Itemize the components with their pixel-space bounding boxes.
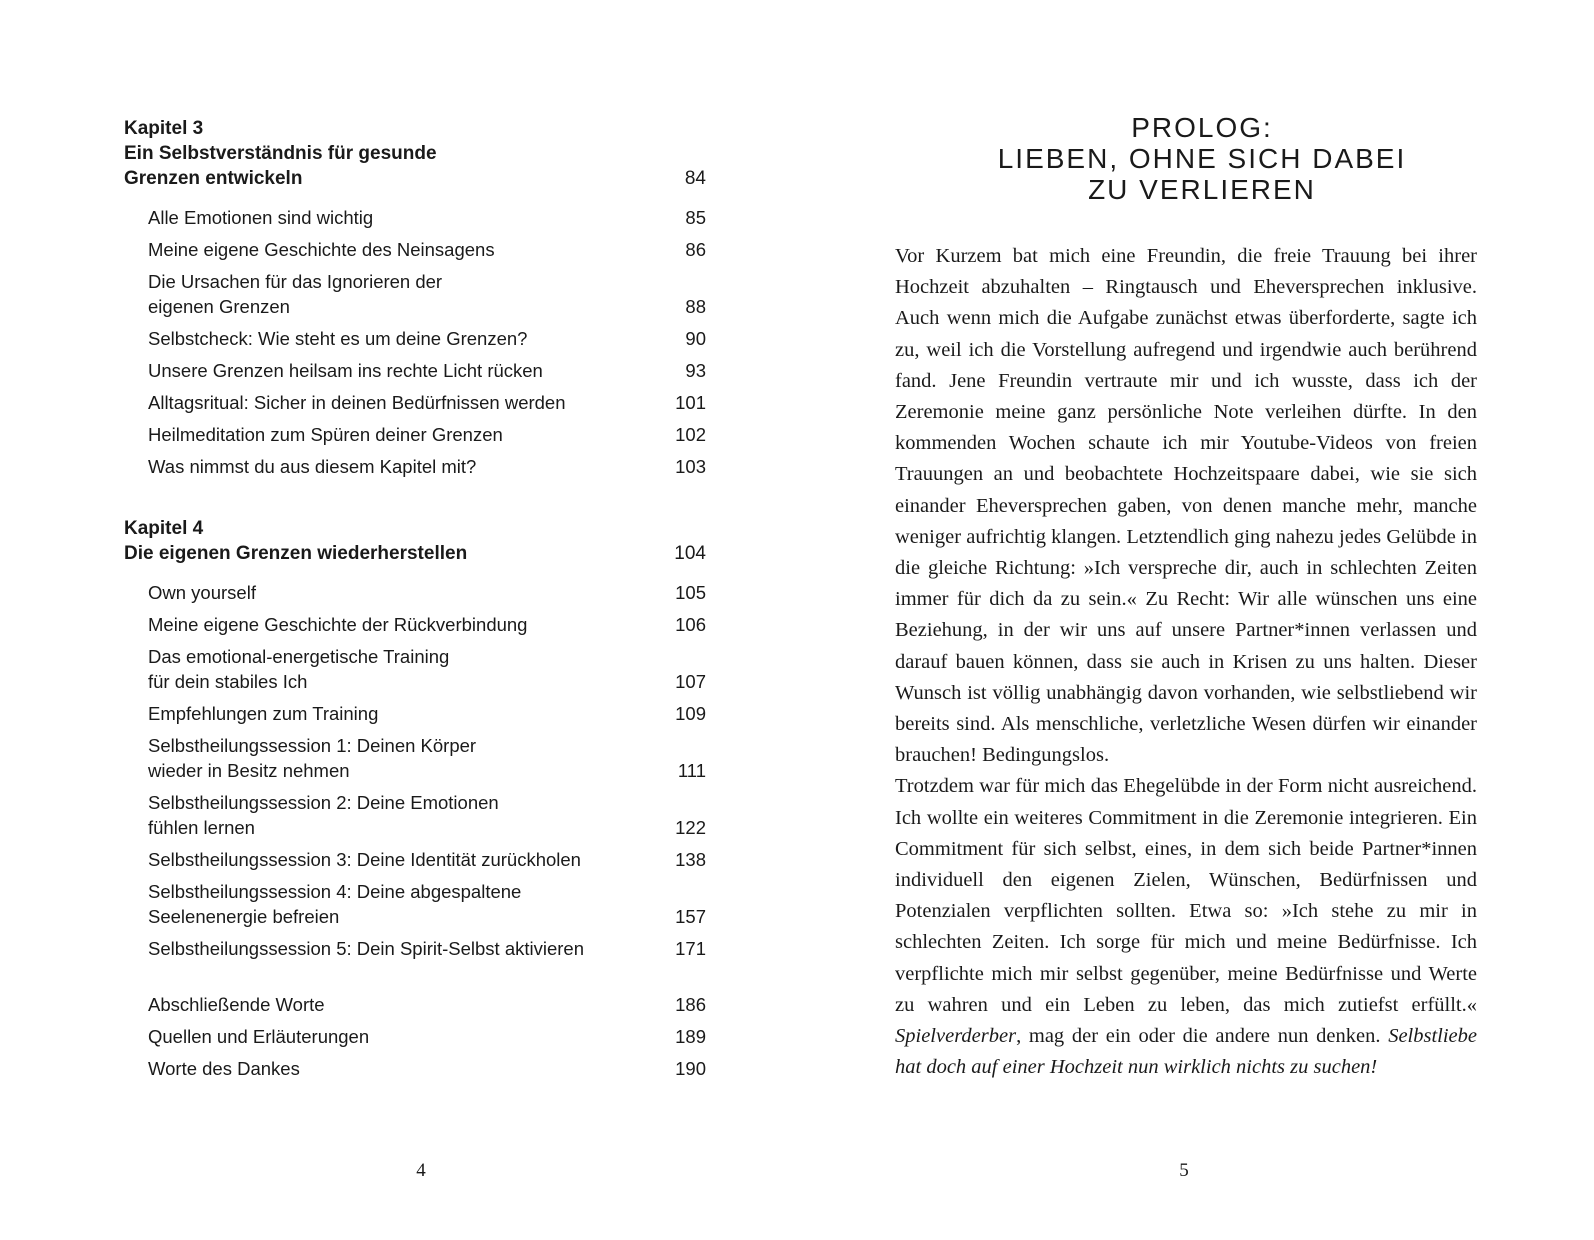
- chapter-4-entries: [124, 576, 706, 964]
- toc-entry: [148, 201, 706, 233]
- paragraph: Vor Kurzem bat mich eine Freundin, die freie Trauung bei ihrer Hochzeit abzuhalten – Ringtausch und Eheversprechen inklusive. Auch wenn mich die Aufgabe zunächst etwas überforderte, sagte ich zu, weil ich die Vorstellung aufregend und irgendwie auch berührend fand. Jene Freundin vertraute mir und ich wusste, dass ich der Zeremonie meine ganz persönliche Note verleihen dürfte. In den kommenden Wochen schaute ich mir Youtube-Videos von freien Trauungen an und beobachtete Hochzeitspaare dabei, wie sie sich einander Eheversprechen gaben, von denen manche mehr, manche weniger aufrichtig klangen. Letztendlich ging nahezu jedes Gelübde in die gleiche Richtung: »Ich verspreche dir, auch in schlechten Zeiten immer für dich da zu sein.« Zu Recht: Wir alle wünschen uns eine Beziehung, in der wir uns auf unsere Partner*innen verlassen und darauf bauen können, dass sie auch in Krisen zu uns halten. Dieser Wunsch ist völlig unabhängig davon vorhanden, wie selbstliebend wir bereits sind. Als menschliche, verletzliche Wesen dürfen wir einander brauchen! Bedingungslos.: [895, 245, 1477, 767]
- toc-entry: [148, 354, 706, 386]
- toc-entry-title: wieder in Besitz nehmen: [148, 759, 350, 781]
- page-number: 104: [674, 543, 706, 564]
- page-number: 84: [684, 168, 706, 189]
- toc-entry-title: Selbstheilungssession 3: Deine Identität zurückholen: [148, 848, 581, 870]
- page-number: 186: [675, 993, 706, 1015]
- toc-entry: [148, 697, 706, 729]
- toc-entry: [148, 322, 706, 354]
- toc-entry-title: eigenen Grenzen: [148, 295, 290, 317]
- page-number: 90: [685, 327, 706, 349]
- page-number: 105: [675, 581, 706, 603]
- toc-entry: [148, 450, 706, 482]
- toc-entry-title: Selbstcheck: Wie steht es um deine Grenzen?: [148, 327, 528, 349]
- toc-entry: [148, 843, 706, 875]
- title-line: PROLOG:: [1131, 112, 1273, 143]
- toc-entry: [148, 1052, 706, 1084]
- toc-entry-title: Was nimmst du aus diesem Kapitel mit?: [148, 455, 477, 477]
- backmatter-entries: [124, 988, 706, 1084]
- page-number: 85: [685, 206, 706, 228]
- toc-entry: [148, 875, 706, 932]
- toc-entry: [148, 640, 706, 697]
- toc-entry-title: Meine eigene Geschichte des Neinsagens: [148, 238, 495, 260]
- toc-entry-title: Empfehlungen zum Training: [148, 702, 379, 724]
- italic-text: Spielverderber: [895, 1025, 1017, 1048]
- page-number: 122: [675, 816, 706, 838]
- paragraph: [895, 771, 1477, 1083]
- chapter-label: Kapitel 4: [124, 518, 204, 539]
- toc-entry-title: Das emotional-energetische Training: [148, 645, 450, 667]
- toc-entry: [148, 988, 706, 1020]
- toc-entry-title: Seelenenergie befreien: [148, 905, 340, 927]
- toc-entry-title: für dein stabiles Ich: [148, 670, 308, 692]
- page-number: 111: [677, 759, 706, 781]
- chapter-4-heading: [124, 516, 706, 566]
- toc-entry-title: Meine eigene Geschichte der Rückverbindung: [148, 613, 528, 635]
- page-number: 106: [675, 613, 706, 635]
- chapter-label: Kapitel 3: [124, 118, 204, 139]
- toc-entry-title: Selbstheilungssession 4: Deine abgespaltene: [148, 880, 522, 902]
- paragraph-text: , mag der ein oder die andere nun denken.: [1016, 1025, 1381, 1048]
- toc-entry-title: Heilmeditation zum Spüren deiner Grenzen: [148, 423, 503, 445]
- page-number: 189: [675, 1025, 706, 1047]
- toc-entry-title: Selbstheilungssession 5: Dein Spirit-Selbst aktivieren: [148, 937, 584, 959]
- italic-text: Selbstliebe hat doch auf einer Hochzeit nun wirklich nichts zu suchen!: [895, 1025, 1477, 1079]
- title-line: ZU VERLIEREN: [1088, 174, 1316, 205]
- page-number: 86: [685, 238, 706, 260]
- toc-entry: [148, 265, 706, 322]
- chapter-title-line: Ein Selbstverständnis für gesunde: [124, 143, 437, 164]
- page-number: 103: [675, 455, 706, 477]
- toc-entry-title: Die Ursachen für das Ignorieren der: [148, 270, 443, 292]
- page-number: 190: [675, 1057, 706, 1079]
- toc-entry-title: Worte des Dankes: [148, 1057, 300, 1079]
- page-number: 109: [675, 702, 706, 724]
- table-of-contents: [124, 116, 706, 1084]
- prolog-title: [857, 112, 1547, 205]
- paragraph-text: Trotzdem war für mich das Ehegelübde in der Form nicht ausreichend. Ich wollte ein weiteres Commitment in die Zeremonie integrieren. Ein Commitment für sich selbst, eines, in dem sich beide Partner*innen individuell den eigenen Zielen, Wünschen, Bedürfnissen und Potenzialen verpflichten sollten. Etwa so: »Ich stehe zu mir in schlechten Zeiten. Ich sorge für mich und meine Bedürfnisse. Ich verpflichte mich mir selbst gegenüber, meine Bedürfnisse und Werte zu wahren und ein Leben zu leben, das mich zutiefst erfüllt.«: [895, 775, 1477, 1016]
- chapter-3-heading: [124, 116, 706, 191]
- page-number: 93: [685, 359, 706, 381]
- toc-entry: [148, 608, 706, 640]
- toc-entry-title: Alltagsritual: Sicher in deinen Bedürfnissen werden: [148, 391, 566, 413]
- toc-entry: [148, 729, 706, 786]
- right-page: [797, 0, 1594, 1240]
- toc-entry-title: Own yourself: [148, 581, 256, 603]
- page-number: 102: [675, 423, 706, 445]
- page-number: 171: [675, 937, 706, 959]
- prolog-body: [895, 241, 1477, 1083]
- toc-entry-title: fühlen lernen: [148, 816, 255, 838]
- chapter-3-entries: [124, 201, 706, 482]
- toc-entry: [148, 786, 706, 843]
- chapter-title-line: Die eigenen Grenzen wiederherstellen: [124, 543, 468, 564]
- page-folio: 4: [416, 1160, 426, 1181]
- toc-entry-title: Quellen und Erläuterungen: [148, 1025, 370, 1047]
- toc-entry: [148, 386, 706, 418]
- chapter-title-line: Grenzen entwickeln: [124, 168, 303, 189]
- toc-entry: [148, 576, 706, 608]
- toc-entry-title: Abschließende Worte: [148, 993, 325, 1015]
- toc-entry-title: Alle Emotionen sind wichtig: [148, 206, 374, 228]
- toc-entry: [148, 932, 706, 964]
- page-number: 101: [675, 391, 706, 413]
- toc-entry-title: Selbstheilungssession 2: Deine Emotionen: [148, 791, 499, 813]
- toc-entry: [148, 1020, 706, 1052]
- toc-entry-title: Unsere Grenzen heilsam ins rechte Licht rücken: [148, 359, 543, 381]
- toc-entry-title: Selbstheilungssession 1: Deinen Körper: [148, 734, 477, 756]
- page-number: 107: [675, 670, 706, 692]
- toc-entry: [148, 418, 706, 450]
- page-number: 157: [675, 905, 706, 927]
- page-number: 88: [685, 295, 706, 317]
- page-number: 138: [675, 848, 706, 870]
- page-folio: 5: [1179, 1160, 1189, 1181]
- toc-entry: [148, 233, 706, 265]
- title-line: LIEBEN, OHNE SICH DABEI: [997, 143, 1407, 174]
